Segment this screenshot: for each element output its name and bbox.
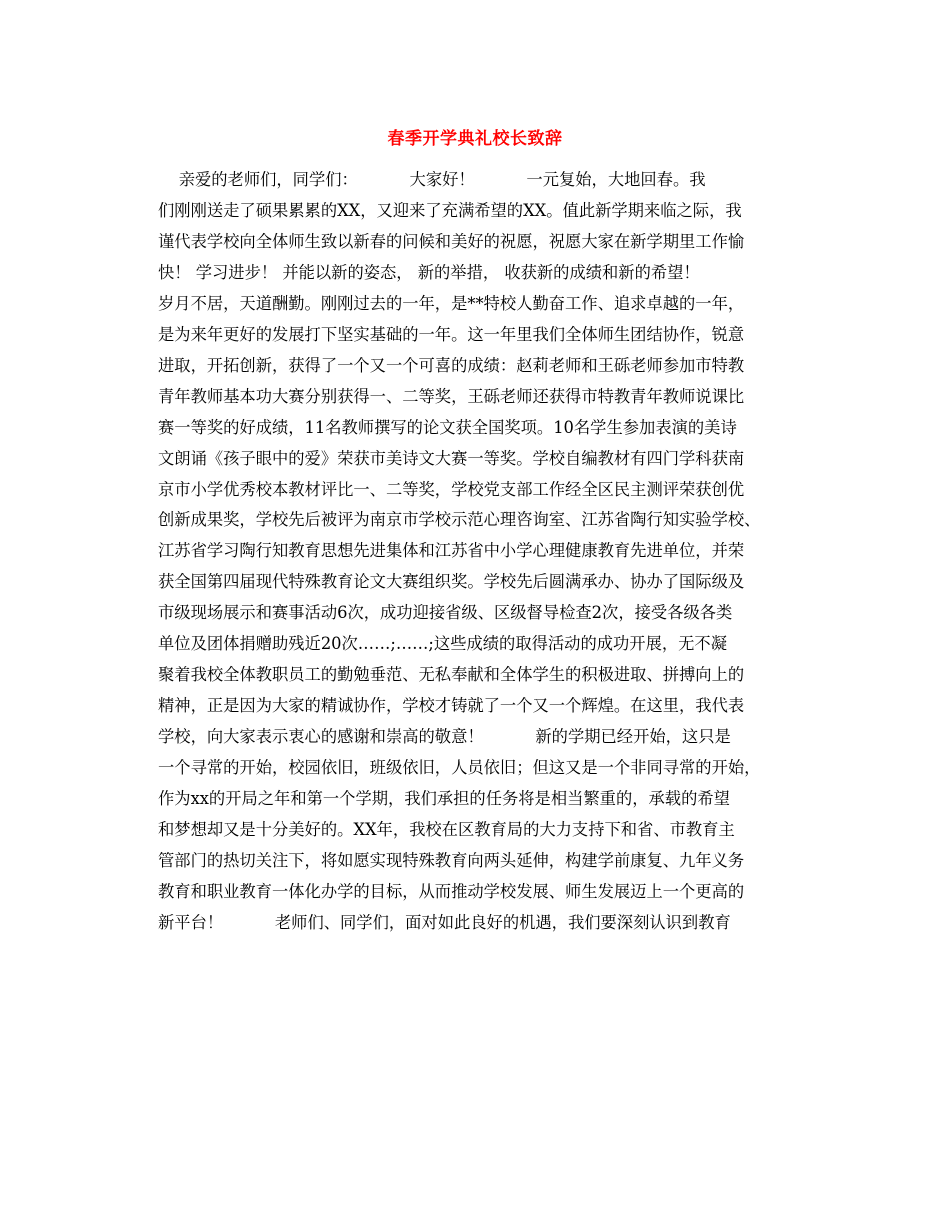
body-line: 精神，正是因为大家的精诚协作，学校才铸就了一个又一个辉煌。在这里，我代表 bbox=[158, 696, 745, 716]
body-line: 进取，开拓创新，获得了一个又一个可喜的成绩：赵莉老师和王砾老师参加市特教 bbox=[158, 355, 745, 375]
body-line: 获全国第四届现代特殊教育论文大赛组织奖。学校先后圆满承办、协办了国际级及 bbox=[158, 572, 745, 592]
body-line: 京市小学优秀校本教材评比一、二等奖，学校党支部工作经全区民主测评荣获创优 bbox=[158, 479, 745, 499]
body-line: 市级现场展示和赛事活动6次，成功迎接省级、区级督导检查2次，接受各级各类 bbox=[158, 603, 733, 623]
body-line: 青年教师基本功大赛分别获得一、二等奖，王砾老师还获得市特教青年教师说课比 bbox=[158, 386, 745, 406]
body-line: 文朗诵《孩子眼中的爱》荣获市美诗文大赛一等奖。学校自编教材有四门学科获南 bbox=[158, 448, 745, 468]
body-line: 新平台！ 老师们、同学们，面对如此良好的机遇，我们要深刻认识到教育 bbox=[158, 912, 731, 932]
body-line: 教育和职业教育一体化办学的目标，从而推动学校发展、师生发展迈上一个更高的 bbox=[158, 881, 745, 901]
body-line: 江苏省学习陶行知教育思想先进集体和江苏省中小学心理健康教育先进单位，并荣 bbox=[158, 541, 745, 561]
body-line: 管部门的热切关注下，将如愿实现特殊教育向两头延伸，构建学前康复、九年义务 bbox=[158, 850, 745, 870]
body-line: 快！ 学习进步！ 并能以新的姿态， 新的举措， 收获新的成绩和新的希望！ bbox=[158, 262, 700, 282]
document-title: 春季开学典礼校长致辞 bbox=[387, 129, 563, 149]
body-line: 谨代表学校向全体师生致以新春的问候和美好的祝愿，祝愿大家在新学期里工作愉 bbox=[158, 231, 745, 251]
body-line: 和梦想却又是十分美好的。XX年，我校在区教育局的大力支持下和省、市教育主 bbox=[158, 819, 735, 839]
body-line: 亲爱的老师们，同学们： 大家好！ 一元复始，大地回春。我 bbox=[158, 170, 706, 189]
body-line: 岁月不居，天道酬勤。刚刚过去的一年，是**特校人勤奋工作、追求卓越的一年， bbox=[158, 293, 745, 313]
body-line: 创新成果奖，学校先后被评为南京市学校示范心理咨询室、江苏省陶行知实验学校、 bbox=[158, 510, 761, 530]
body-line: 单位及团体捐赠助残近20次……;……;这些成绩的取得活动的成功开展，无不凝 bbox=[158, 634, 727, 654]
body-line: 学校，向大家表示衷心的感谢和崇高的敬意！ 新的学期已经开始，这只是 bbox=[158, 727, 731, 747]
body-line: 一个寻常的开始，校园依旧，班级依旧，人员依旧；但这又是一个非同寻常的开始， bbox=[158, 758, 761, 778]
body-line: 作为xx的开局之年和第一个学期，我们承担的任务将是相当繁重的，承载的希望 bbox=[158, 789, 730, 808]
body-line: 是为来年更好的发展打下坚实基础的一年。这一年里我们全体师生团结协作，锐意 bbox=[158, 324, 745, 344]
body-line: 们刚刚送走了硕果累累的XX，又迎来了充满希望的XX。值此新学期来临之际，我 bbox=[158, 200, 742, 220]
body-line: 聚着我校全体教职员工的勤勉垂范、无私奉献和全体学生的积极进取、拼搏向上的 bbox=[158, 665, 745, 685]
body-line: 赛一等奖的好成绩，11名教师撰写的论文获全国奖项。10名学生参加表演的美诗 bbox=[158, 417, 737, 437]
